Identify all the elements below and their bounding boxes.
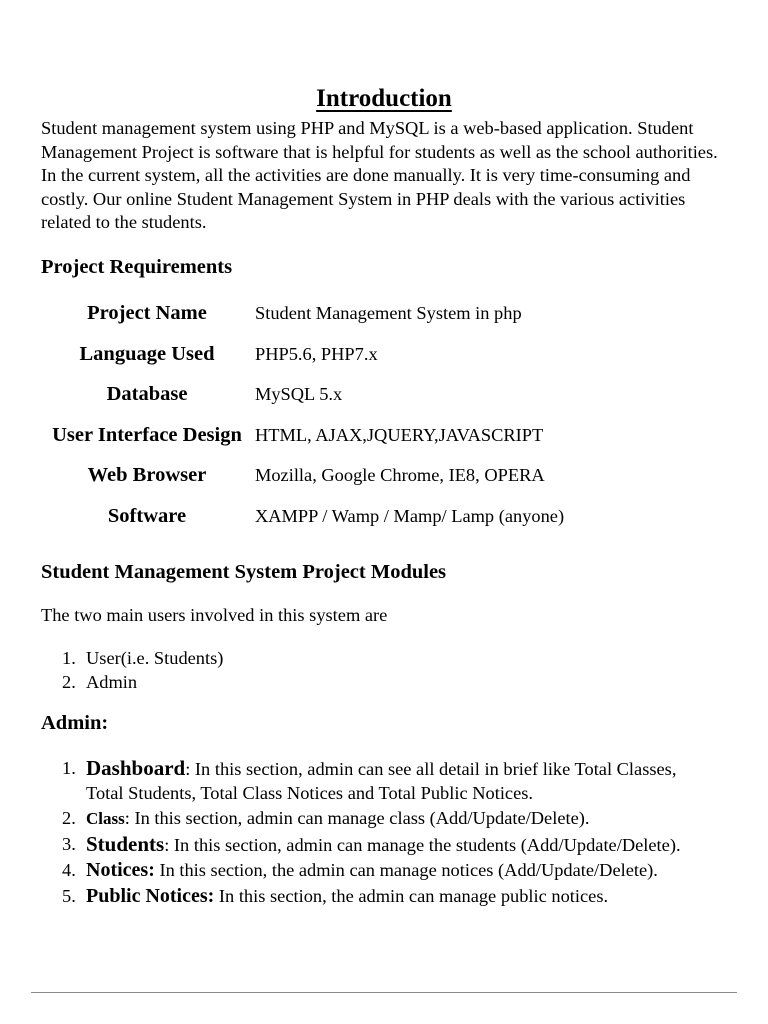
module-description: In this section, admin can manage class (Add/Update/Delete). xyxy=(129,808,590,829)
list-number: 1. xyxy=(62,648,76,668)
module-term: Dashboard xyxy=(86,756,186,780)
requirement-value: Student Management System in php xyxy=(255,303,522,323)
list-item xyxy=(62,833,702,858)
list-item xyxy=(62,885,702,909)
list-item xyxy=(62,670,223,694)
requirement-value: HTML, AJAX,JQUERY,JAVASCRIPT xyxy=(255,424,544,445)
requirement-key: Language Used xyxy=(79,342,215,365)
requirement-key: Web Browser xyxy=(87,464,207,486)
term-separator: : xyxy=(185,759,191,779)
requirements-row xyxy=(42,500,682,541)
modules-intro: The two main users involved in this system are xyxy=(41,605,388,625)
requirement-value: MySQL 5.x xyxy=(255,384,343,404)
requirements-row xyxy=(42,297,682,338)
module-term: Notices: xyxy=(86,859,155,882)
requirements-row xyxy=(42,338,682,379)
page-title: Introduction xyxy=(316,84,452,112)
requirement-key: Software xyxy=(107,504,187,527)
module-description: In this section, admin can see all detail in brief like Total Classes, Total Students, Total Class Notices and Total Public Notices. xyxy=(86,759,677,803)
requirements-heading: Project Requirements xyxy=(41,256,233,278)
list-number: 2. xyxy=(62,808,76,829)
requirement-key: Project Name xyxy=(87,302,207,324)
module-term: Public Notices: xyxy=(86,884,215,907)
module-description: In this section, the admin can manage public notices. xyxy=(214,885,609,906)
list-number: 3. xyxy=(62,833,76,854)
term-separator: : xyxy=(124,808,130,829)
term-separator: : xyxy=(164,834,170,855)
list-number: 1. xyxy=(62,758,76,778)
list-number: 2. xyxy=(62,672,76,692)
module-description: In this section, the admin can manage notices (Add/Update/Delete). xyxy=(154,860,658,881)
list-item xyxy=(62,859,702,883)
list-item xyxy=(62,646,223,670)
list-item xyxy=(62,807,702,831)
requirements-row xyxy=(42,459,682,500)
module-description: In this section, admin can manage the students (Add/Update/Delete). xyxy=(169,834,681,855)
admin-modules-list xyxy=(62,757,702,911)
admin-heading: Admin: xyxy=(41,712,109,734)
list-number: 5. xyxy=(62,885,76,906)
module-term: Students xyxy=(86,831,165,856)
requirements-row xyxy=(42,419,682,460)
list-number: 4. xyxy=(62,860,76,881)
requirement-value: Mozilla, Google Chrome, IE8, OPERA xyxy=(255,465,545,485)
requirements-row xyxy=(42,378,682,419)
list-item-label: Admin xyxy=(86,672,138,692)
footer-divider xyxy=(31,992,737,993)
list-item xyxy=(62,757,702,805)
list-item-label: User(i.e. Students) xyxy=(86,648,224,668)
modules-heading: Student Management System Project Modules xyxy=(41,561,447,583)
requirement-key: Database xyxy=(106,383,188,405)
users-list xyxy=(62,646,223,694)
intro-paragraph: Student management system using PHP and MySQL is a web-based application. Student Management Project is software that is helpful for students as well as the school authorities. In the current system, all the activities are done manually. It is very time-consuming and costly. Our online Student Management System in PHP deals with the various activities related to the students. xyxy=(41,118,718,233)
requirement-value: XAMPP / Wamp / Mamp/ Lamp (anyone) xyxy=(255,505,565,526)
requirement-value: PHP5.6, PHP7.x xyxy=(255,343,378,364)
requirement-key: User Interface Design xyxy=(52,423,242,446)
module-term: Class xyxy=(86,809,125,829)
requirements-table xyxy=(42,297,682,540)
